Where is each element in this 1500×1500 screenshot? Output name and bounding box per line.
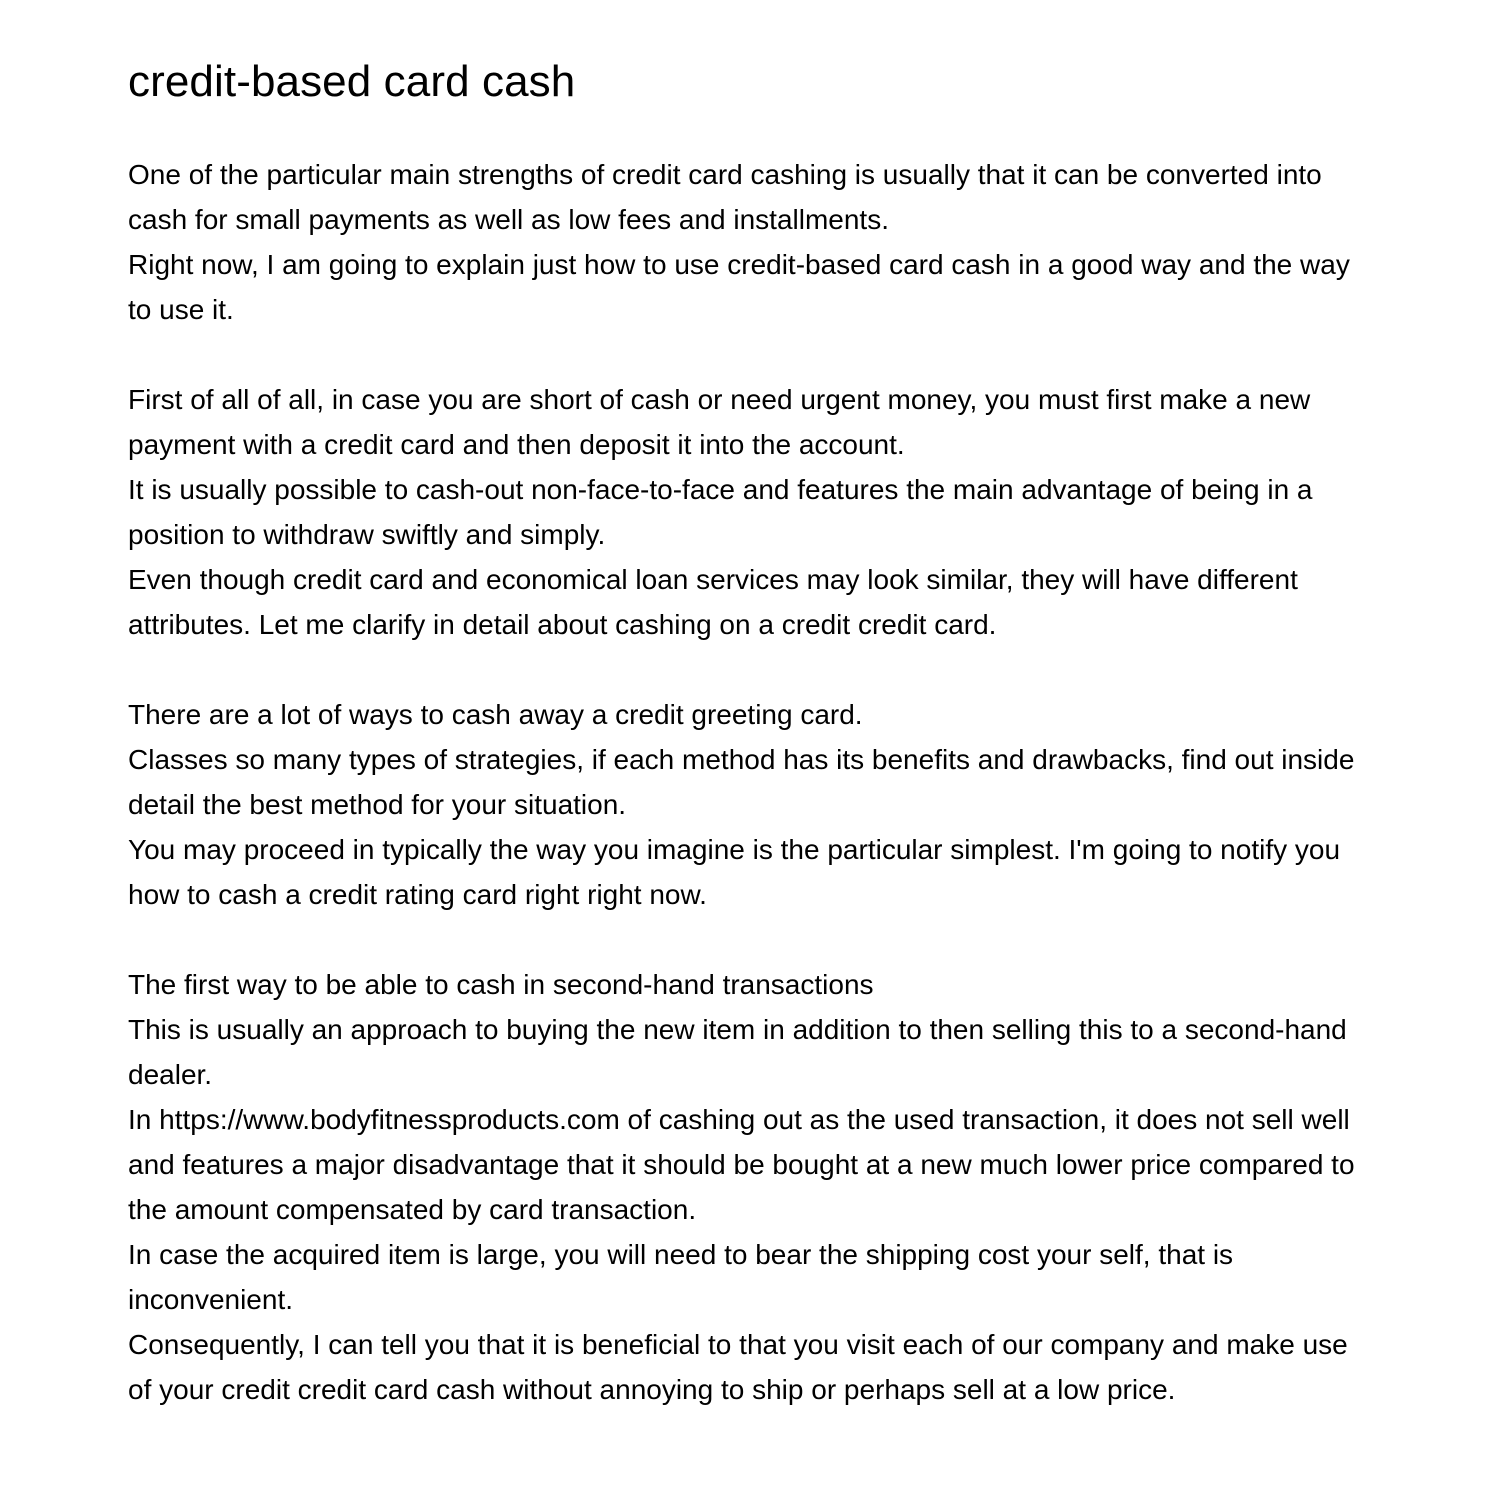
paragraph-line: You may proceed in typically the way you imagine is the particular simplest. I'm going to notify you how to cash a credit rating card right right now. (128, 833, 1348, 910)
paragraph-line: In https://www.bodyfitnessproducts.com of cashing out as the used transaction, it does not sell well and features a major disadvantage that it should be bought at a new much lower price compared to the amount compensated by card transaction. (128, 1103, 1363, 1225)
paragraph-line: One of the particular main strengths of credit card cashing is usually that it can be converted into cash for small payments as well as low fees and installments. (128, 158, 1330, 235)
paragraph-line: Right now, I am going to explain just how to use credit-based card cash in a good way and the way to use it. (128, 248, 1358, 325)
paragraph-line: The first way to be able to cash in second-hand transactions (128, 968, 874, 1000)
paragraph-line: There are a lot of ways to cash away a credit greeting card. (128, 698, 863, 730)
paragraph-line: It is usually possible to cash-out non-face-to-face and features the main advantage of being in a position to withdraw swiftly and simply. (128, 473, 1321, 550)
paragraph-line: First of all of all, in case you are short of cash or need urgent money, you must first make a new payment with a credit card and then deposit it into the account. (128, 383, 1319, 460)
paragraph-block-intro (128, 152, 1372, 332)
paragraph-block-methods-overview (128, 692, 1372, 917)
paragraph-line: In case the acquired item is large, you will need to bear the shipping cost your self, that is inconvenient. (128, 1238, 1241, 1315)
paragraph-block-second-hand-method (128, 962, 1372, 1412)
paragraph-line: Classes so many types of strategies, if each method has its benefits and drawbacks, find out inside detail the best method for your situation. (128, 743, 1363, 820)
page-title: credit-based card cash (128, 57, 576, 106)
paragraph-block-how-it-works (128, 377, 1372, 647)
paragraph-line: Even though credit card and economical loan services may look similar, they will have different attributes. Let me clarify in detail about cashing on a credit credit card. (128, 563, 1306, 640)
paragraph-line: This is usually an approach to buying the new item in addition to then selling this to a second-hand dealer. (128, 1013, 1355, 1090)
paragraph-line: Consequently, I can tell you that it is beneficial to that you visit each of our company and make use of your credit credit card cash without annoying to ship or perhaps sell at a low price. (128, 1328, 1356, 1405)
